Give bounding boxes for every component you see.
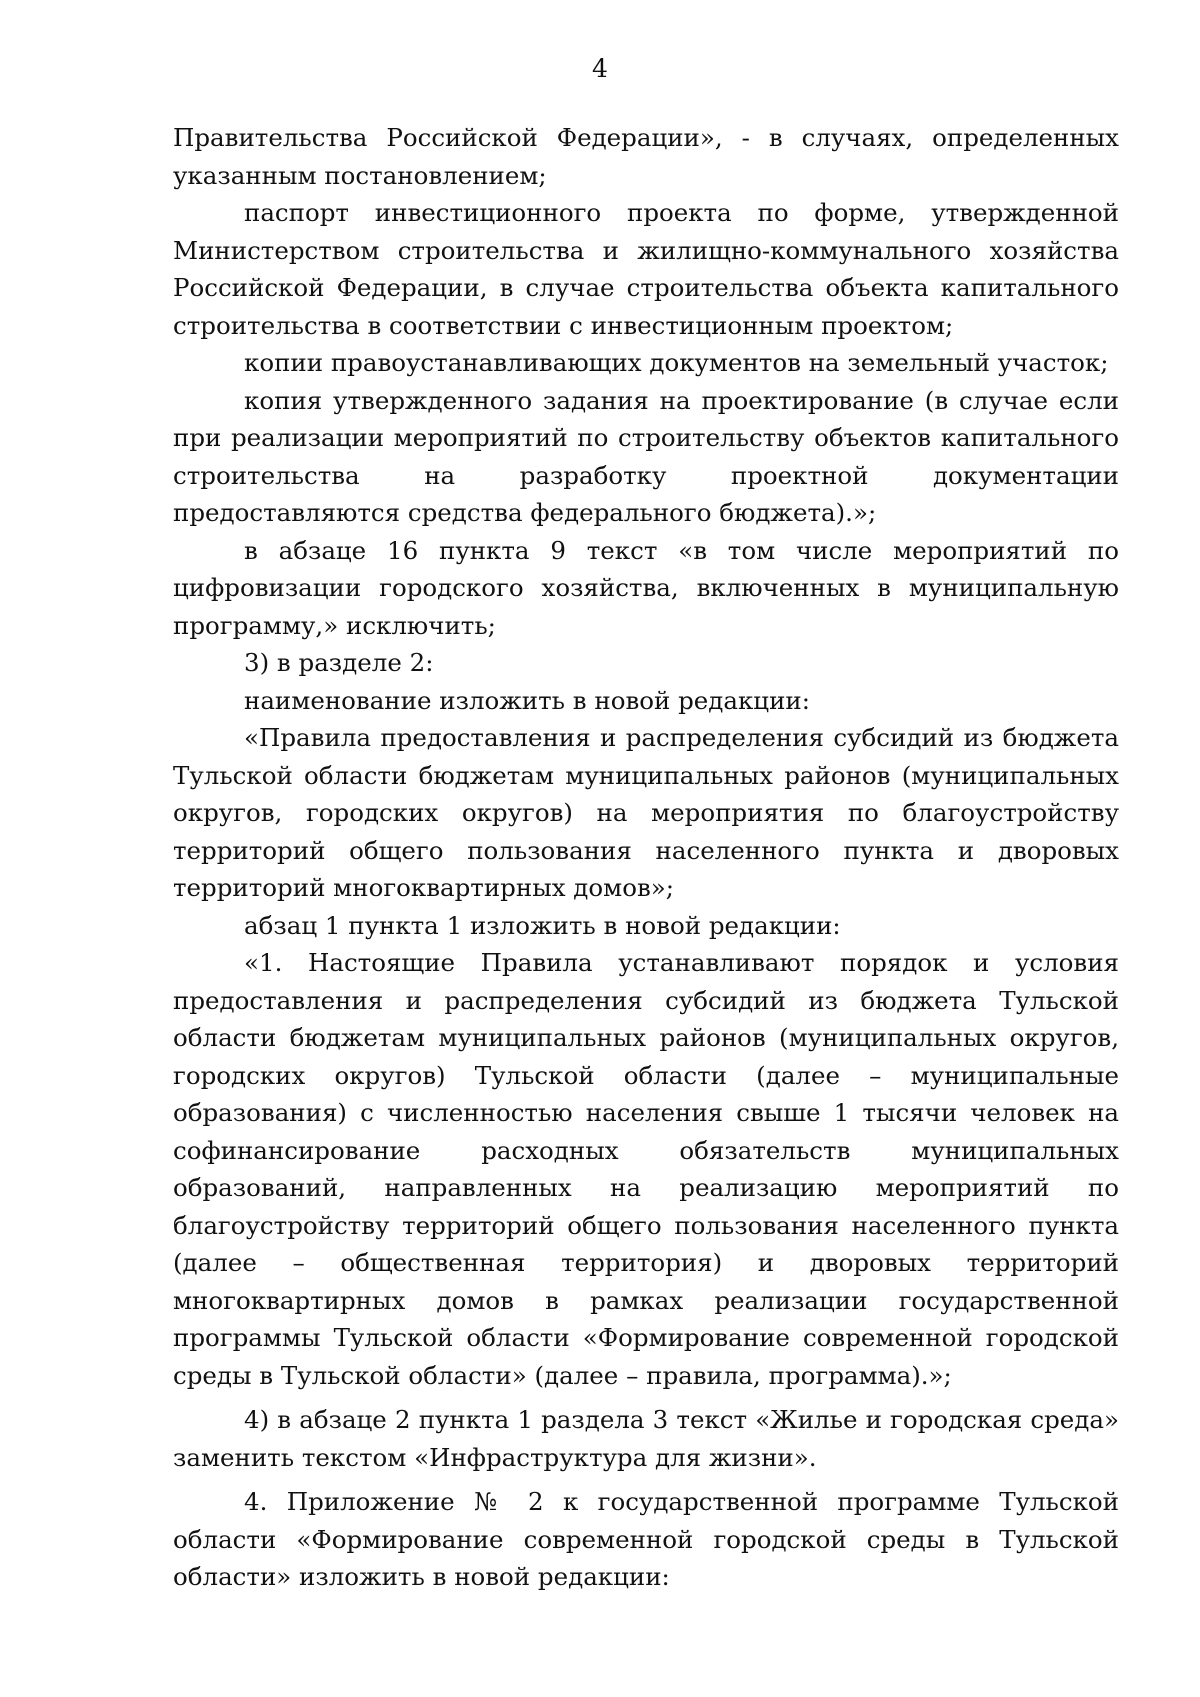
paragraph: в абзаце 16 пункта 9 текст «в том числе мероприятий по цифровизации городского хозяйства, включенных в муниципальную программу,» исключить; <box>173 535 1119 640</box>
paragraph: паспорт инвестиционного проекта по форме, утвержденной Министерством строительства и жилищно-коммунального хозяйства Российской Федерации, в случае строительства объекта капитального строительства в соответствии с инвестиционным проектом; <box>173 198 1119 340</box>
paragraph: «Правила предоставления и распределения субсидий из бюджета Тульской области бюджетам муниципальных районов (муниципальных округов, городских округов) на мероприятия по благоустройству территорий общего пользования населенного пункта и дворовых территорий многоквартирных домов»; <box>173 723 1119 902</box>
document-body <box>173 119 1119 1596</box>
paragraph: копия утвержденного задания на проектирование (в случае если при реализации мероприятий по строительству объектов капитального строительства на разработку проектной документации предоставляются средства федерального бюджета).»; <box>173 385 1119 527</box>
paragraph: 3) в разделе 2: <box>244 648 434 677</box>
paragraph: 4. Приложение № 2 к государственной программе Тульской области «Формирование современной городской среды в Тульской области» изложить в новой редакции: <box>173 1487 1119 1591</box>
paragraph: копии правоустанавливающих документов на земельный участок; <box>244 348 1109 377</box>
page-number: 4 <box>592 54 608 83</box>
paragraph: Правительства Российской Федерации», - в случаях, определенных указанным постановлением; <box>173 123 1119 190</box>
paragraph: 4) в абзаце 2 пункта 1 раздела 3 текст «Жилье и городская среда» заменить текстом «Инфраструктура для жизни». <box>173 1405 1119 1472</box>
paragraph: «1. Настоящие Правила устанавливают порядок и условия предоставления и распределения субсидий из бюджета Тульской области бюджетам муниципальных районов (муниципальных округов, городских округов) Тульской области (далее – муниципальные образования) с численностью населения свыше 1 тысячи человек на софинансирование расходных обязательств муниципальных образований, направленных на реализацию мероприятий по благоустройству территорий общего пользования населенного пункта (далее – общественная территория) и дворовых территорий многоквартирных домов в рамках реализации государственной программы Тульской области «Формирование современной городской среды в Тульской области» (далее – правила, программа).»; <box>173 948 1119 1390</box>
paragraph: наименование изложить в новой редакции: <box>244 685 810 715</box>
paragraph: абзац 1 пункта 1 изложить в новой редакции: <box>244 910 841 940</box>
